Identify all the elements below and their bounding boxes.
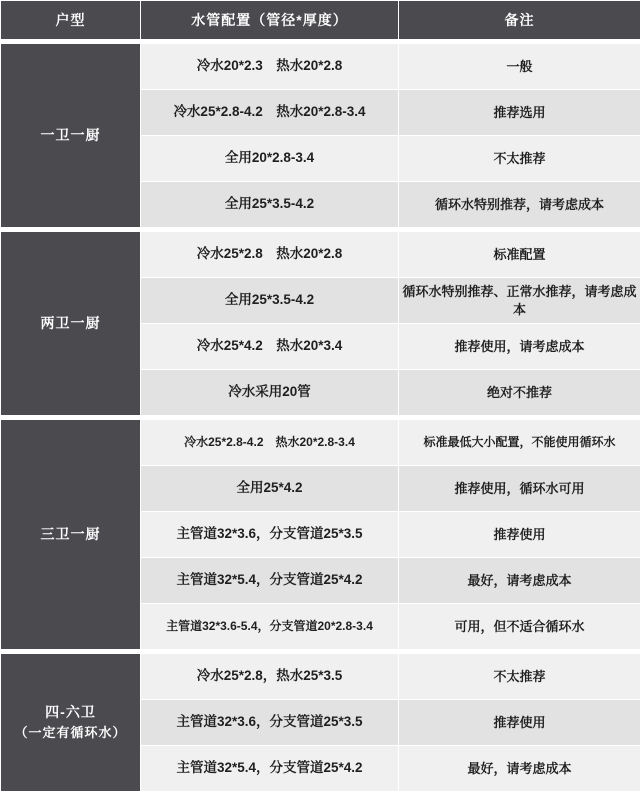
remark-cell: 推荐使用 <box>399 700 640 746</box>
remark-cell: 推荐使用，请考虑成本 <box>399 324 640 370</box>
remark-cell: 循环水特别推荐、正常水推荐，请考虑成本 <box>399 278 640 324</box>
table-row <box>1 654 640 700</box>
pipe-config-cell: 全用25*3.5-4.2 <box>141 278 399 324</box>
pipe-config-cell: 主管道32*3.6-5.4，分支管道20*2.8-3.4 <box>141 604 399 650</box>
group-type-label: 一卫一厨 <box>40 127 101 143</box>
remark-cell: 一般 <box>399 44 640 90</box>
pipe-config-cell: 全用25*4.2 <box>141 466 399 512</box>
group-type-label: 三卫一厨 <box>40 526 101 542</box>
group-type-label: 四-六卫 <box>45 704 96 721</box>
group-type-cell <box>1 232 141 416</box>
pipe-config-cell: 冷水采用20管 <box>141 370 399 416</box>
pipe-config-cell: 冷水25*2.8-4.2 热水20*2.8-3.4 <box>141 90 399 136</box>
table-row <box>1 44 640 90</box>
pipe-config-cell: 主管道32*3.6，分支管道25*3.5 <box>141 700 399 746</box>
header-remark: 备注 <box>399 1 640 40</box>
group-type-sublabel: （一定有循环水） <box>14 725 127 741</box>
table-body <box>1 1 640 792</box>
remark-cell: 不太推荐 <box>399 654 640 700</box>
table-row <box>1 232 640 278</box>
remark-cell: 推荐使用 <box>399 512 640 558</box>
group-type-cell <box>1 44 141 228</box>
pipe-config-cell: 冷水20*2.3 热水20*2.8 <box>141 44 399 90</box>
table-header-row <box>1 1 640 40</box>
group-type-label: 两卫一厨 <box>40 315 101 331</box>
remark-cell: 推荐使用，循环水可用 <box>399 466 640 512</box>
group-type-cell <box>1 654 141 792</box>
pipe-config-cell: 冷水25*2.8，热水25*3.5 <box>141 654 399 700</box>
pipe-config-cell: 主管道32*5.4，分支管道25*4.2 <box>141 746 399 792</box>
remark-cell: 不太推荐 <box>399 136 640 182</box>
remark-cell: 推荐选用 <box>399 90 640 136</box>
remark-cell: 标准配置 <box>399 232 640 278</box>
header-pipe-config: 水管配置（管径*厚度） <box>141 1 399 40</box>
pipe-config-cell: 主管道32*3.6，分支管道25*3.5 <box>141 512 399 558</box>
pipe-config-cell: 冷水25*2.8 热水20*2.8 <box>141 232 399 278</box>
pipe-config-cell: 全用20*2.8-3.4 <box>141 136 399 182</box>
remark-cell: 标准最低大小配置，不能使用循环水 <box>399 420 640 466</box>
pipe-config-cell: 冷水25*4.2 热水20*3.4 <box>141 324 399 370</box>
remark-cell: 最好，请考虑成本 <box>399 558 640 604</box>
remark-cell: 绝对不推荐 <box>399 370 640 416</box>
pipe-config-cell: 主管道32*5.4，分支管道25*4.2 <box>141 558 399 604</box>
pipe-config-cell: 全用25*3.5-4.2 <box>141 182 399 228</box>
group-type-cell <box>1 420 141 650</box>
remark-cell: 最好，请考虑成本 <box>399 746 640 792</box>
remark-cell: 循环水特别推荐，请考虑成本 <box>399 182 640 228</box>
pipe-config-cell: 冷水25*2.8-4.2 热水20*2.8-3.4 <box>141 420 399 466</box>
table-row <box>1 420 640 466</box>
remark-cell: 可用，但不适合循环水 <box>399 604 640 650</box>
header-house-type: 户型 <box>1 1 141 40</box>
